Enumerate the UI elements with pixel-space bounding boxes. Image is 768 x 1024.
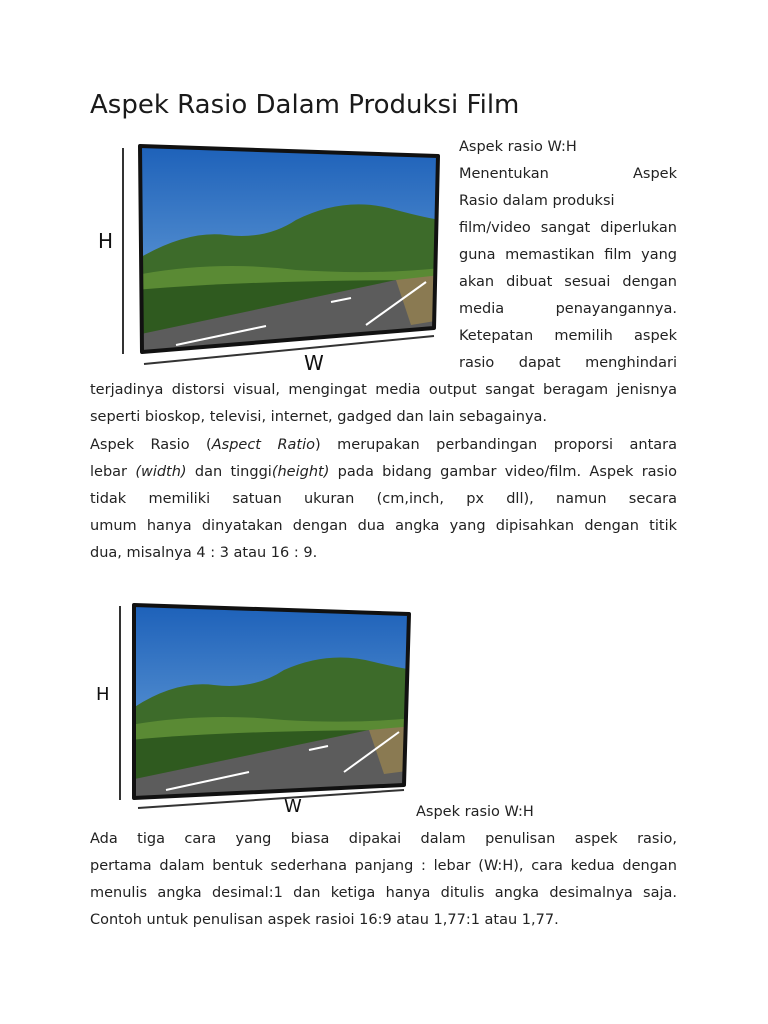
side-line: Ketepatan memilih aspek — [459, 328, 677, 344]
figure1-caption: Aspek rasio W:H — [459, 139, 577, 155]
aspect-ratio-figure-1 — [96, 140, 446, 380]
paragraph-line: pertama dalam bentuk sederhana panjang : lebar (W:H), cara kedua dengan — [90, 858, 677, 874]
paragraph-line: umum hanya dinyatakan dengan dua angka yang dipisahkan dengan titik — [90, 518, 677, 534]
paragraph-line: Aspek Rasio (Aspect Ratio) merupakan perbandingan proporsi antara — [90, 437, 678, 453]
side-line: Menentukan Aspek — [459, 166, 677, 182]
paragraph-line: tidak memiliki satuan ukuran (cm,inch, px dll), namun secara — [90, 491, 677, 507]
side-line: film/video sangat diperlukan — [459, 220, 677, 236]
paragraph-line: menulis angka desimal:1 dan ketiga hanya ditulis angka desimalnya saja. — [90, 885, 677, 901]
page-title: Aspek Rasio Dalam Produksi Film — [90, 90, 520, 120]
aspect-ratio-figure-2 — [94, 600, 414, 816]
landscape-photo-2 — [94, 600, 414, 816]
italic-term: (width) — [135, 464, 187, 480]
side-line: Rasio dalam produksi — [459, 193, 615, 209]
width-label: W — [284, 796, 302, 816]
side-line: rasio dapat menghindari — [459, 355, 677, 371]
paragraph-line: Contoh untuk penulisan aspek rasioi 16:9 atau 1,77:1 atau 1,77. — [90, 912, 559, 928]
italic-term: Aspect Ratio — [211, 437, 316, 453]
height-label: H — [98, 229, 114, 253]
side-line: media penayangannya. — [459, 301, 677, 317]
italic-term: (height) — [271, 464, 330, 480]
paragraph-line: lebar (width) dan tinggi(height) pada bidang gambar video/film. Aspek rasio — [90, 464, 677, 480]
paragraph-line: terjadinya distorsi visual, mengingat media output sangat beragam jenisnya — [90, 382, 677, 398]
paragraph-line: Ada tiga cara yang biasa dipakai dalam penulisan aspek rasio, — [90, 831, 677, 847]
width-label: W — [304, 351, 324, 375]
paragraph-line: seperti bioskop, televisi, internet, gadged dan lain sebagainya. — [90, 409, 548, 425]
side-line: guna memastikan film yang — [459, 247, 677, 263]
side-line: akan dibuat sesuai dengan — [459, 274, 677, 290]
landscape-photo-1 — [96, 140, 446, 380]
height-label: H — [96, 684, 110, 705]
figure2-caption: Aspek rasio W:H — [416, 804, 534, 820]
paragraph-line: dua, misalnya 4 : 3 atau 16 : 9. — [90, 545, 318, 561]
